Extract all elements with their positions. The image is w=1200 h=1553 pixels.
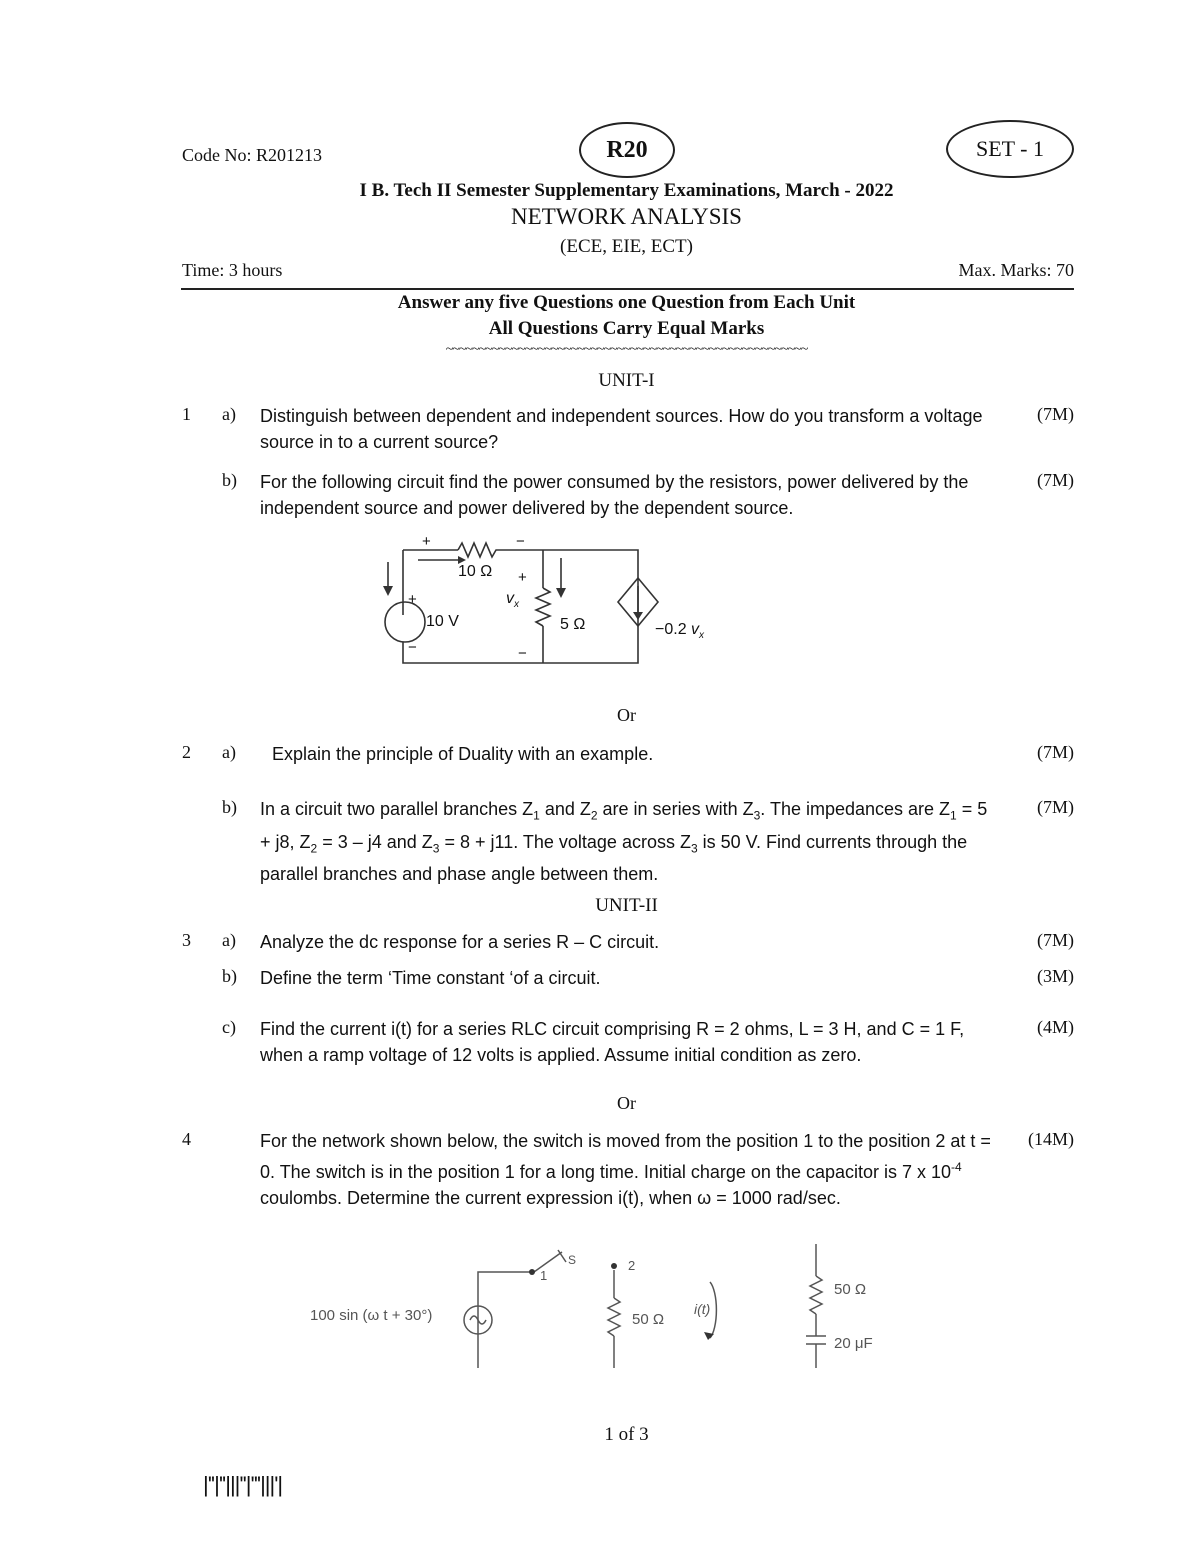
- unit-2-heading: UNIT-II: [595, 895, 658, 916]
- question-4-number: 4: [182, 1129, 191, 1149]
- regulation-badge: [579, 122, 675, 178]
- circuit1-vx-label: v: [506, 590, 514, 607]
- question-2-number: 2: [182, 742, 191, 762]
- question-1b-text: For the following circuit find the power consumed by the resistors, power delivered by the independent source and power delivered by the dependent source.: [260, 472, 969, 518]
- question-1a-marks: (7M): [1037, 404, 1074, 424]
- question-1b-marks: (7M): [1037, 470, 1074, 490]
- question-2a-marks: (7M): [1037, 742, 1074, 762]
- question-3b-text: Define the term ‘Time constant ‘of a circuit.: [260, 968, 601, 988]
- set-label: SET - 1: [975, 136, 1045, 161]
- circuit2-switch-label: S: [568, 1253, 577, 1267]
- branches: (ECE, EIE, ECT): [560, 236, 693, 257]
- circuit1-vx-sub: x: [514, 599, 519, 610]
- code-number: Code No: R201213: [182, 145, 323, 165]
- circuit1-dep-prefix: −0.2: [655, 621, 692, 638]
- circuit2-pos2-label: 2: [628, 1258, 636, 1273]
- question-1a-text: Distinguish between dependent and independent sources. How do you transform a voltage source in to a current source?: [260, 406, 983, 452]
- question-1-number: 1: [182, 404, 191, 424]
- barcode: |''|''|||''|'''|||'|: [203, 1472, 283, 1497]
- circuit1-minus-top: −: [516, 533, 525, 550]
- question-3a-label: a): [222, 930, 236, 950]
- circuit1-plus-top: +: [422, 533, 431, 550]
- circuit2-current-label: i(t): [694, 1301, 711, 1317]
- circuit1-plus-source: +: [408, 591, 417, 608]
- question-4-marks: (14M): [1028, 1129, 1074, 1149]
- page-number: 1 of 3: [604, 1424, 649, 1445]
- header-divider: [181, 288, 1074, 290]
- or-separator-2: Or: [617, 1093, 636, 1113]
- circuit2-r1-label: 50 Ω: [632, 1311, 665, 1328]
- question-1a-label: a): [222, 404, 236, 424]
- exam-time: Time: 3 hours: [182, 260, 283, 280]
- circuit1-plus-vx: +: [518, 569, 527, 586]
- circuit2-r2-label: 50 Ω: [834, 1281, 867, 1298]
- unit-1-heading: UNIT-I: [598, 370, 655, 391]
- instruction-line-1: Answer any five Questions one Question from Each Unit: [397, 292, 856, 313]
- question-2a-text: Explain the principle of Duality with an example.: [272, 744, 654, 764]
- circuit1-r2-label: 5 Ω: [560, 616, 586, 633]
- exam-title: I B. Tech II Semester Supplementary Examinations, March - 2022: [359, 180, 894, 201]
- circuit2-pos1-label: 1: [540, 1268, 548, 1283]
- question-3b-label: b): [222, 966, 237, 986]
- set-badge: [946, 120, 1074, 178]
- circuit2-cap-label: 20 μF: [834, 1335, 873, 1352]
- tilde-separator: ~~~~~~~~~~~~~~~~~~~~~~~~~~~~~~~~~~~~~~~~~~~~~~~~~~~~~~~: [445, 342, 808, 357]
- circuit1-dep-sub: x: [699, 630, 705, 641]
- regulation-label: R20: [606, 136, 648, 163]
- question-3a-text: Analyze the dc response for a series R – C circuit.: [260, 932, 660, 952]
- circuit1-vs-label: 10 V: [426, 613, 459, 630]
- question-3c-marks: (4M): [1037, 1017, 1074, 1037]
- question-4-text: For the network shown below, the switch is moved from the position 1 to the position 2 at t = 0. The switch is in the position 1 for a long time. Initial charge on the capacitor is 7 x $10^{-4}$ coulombs. Determine the current expression i(t), when ω = 1000 rad/sec.: [260, 1131, 991, 1208]
- circuit1-dep-v: v: [691, 621, 700, 638]
- circuit1-minus-source: −: [408, 639, 417, 656]
- question-3a-marks: (7M): [1037, 930, 1074, 950]
- svg-text:−0.2 vx: [655, 621, 705, 641]
- circuit2-source-label: 100 sin (ω t + 30°): [310, 1307, 433, 1324]
- question-1b-label: b): [222, 470, 237, 490]
- question-3c-text: Find the current i(t) for a series RLC circuit comprising R = 2 ohms, L = 3 H, and C = 1 F, when a ramp voltage of 12 volts is applied. Assume initial condition as zero.: [260, 1019, 965, 1065]
- question-3-number: 3: [182, 930, 191, 950]
- question-2b-label: b): [222, 797, 237, 817]
- question-3c-label: c): [222, 1017, 236, 1037]
- or-separator-1: Or: [617, 705, 636, 725]
- question-2a-label: a): [222, 742, 236, 762]
- max-marks: Max. Marks: 70: [958, 260, 1074, 280]
- question-3b-marks: (3M): [1037, 966, 1074, 986]
- circuit1-r1-label: 10 Ω: [458, 563, 493, 580]
- circuit-diagram-1: [378, 530, 748, 670]
- subject-title: NETWORK ANALYSIS: [511, 204, 742, 229]
- question-2b-text: In a circuit two parallel branches $Z_1$ and $Z_2$ are in series with $Z_3$. The impedances are $Z_1 = 5 + j8$, $Z_2 = 3 - j4$ and $Z_3 = 8 + j11$. The voltage across $Z_3$ is 50 V. Find currents through the parallel branches and phase angle between them.: [260, 799, 988, 885]
- svg-text:vx: [506, 590, 520, 610]
- circuit-diagram-2: [300, 1240, 900, 1375]
- circuit1-minus-bottom: −: [518, 645, 527, 662]
- instruction-line-2: All Questions Carry Equal Marks: [488, 318, 765, 339]
- question-2b-marks: (7M): [1037, 797, 1074, 817]
